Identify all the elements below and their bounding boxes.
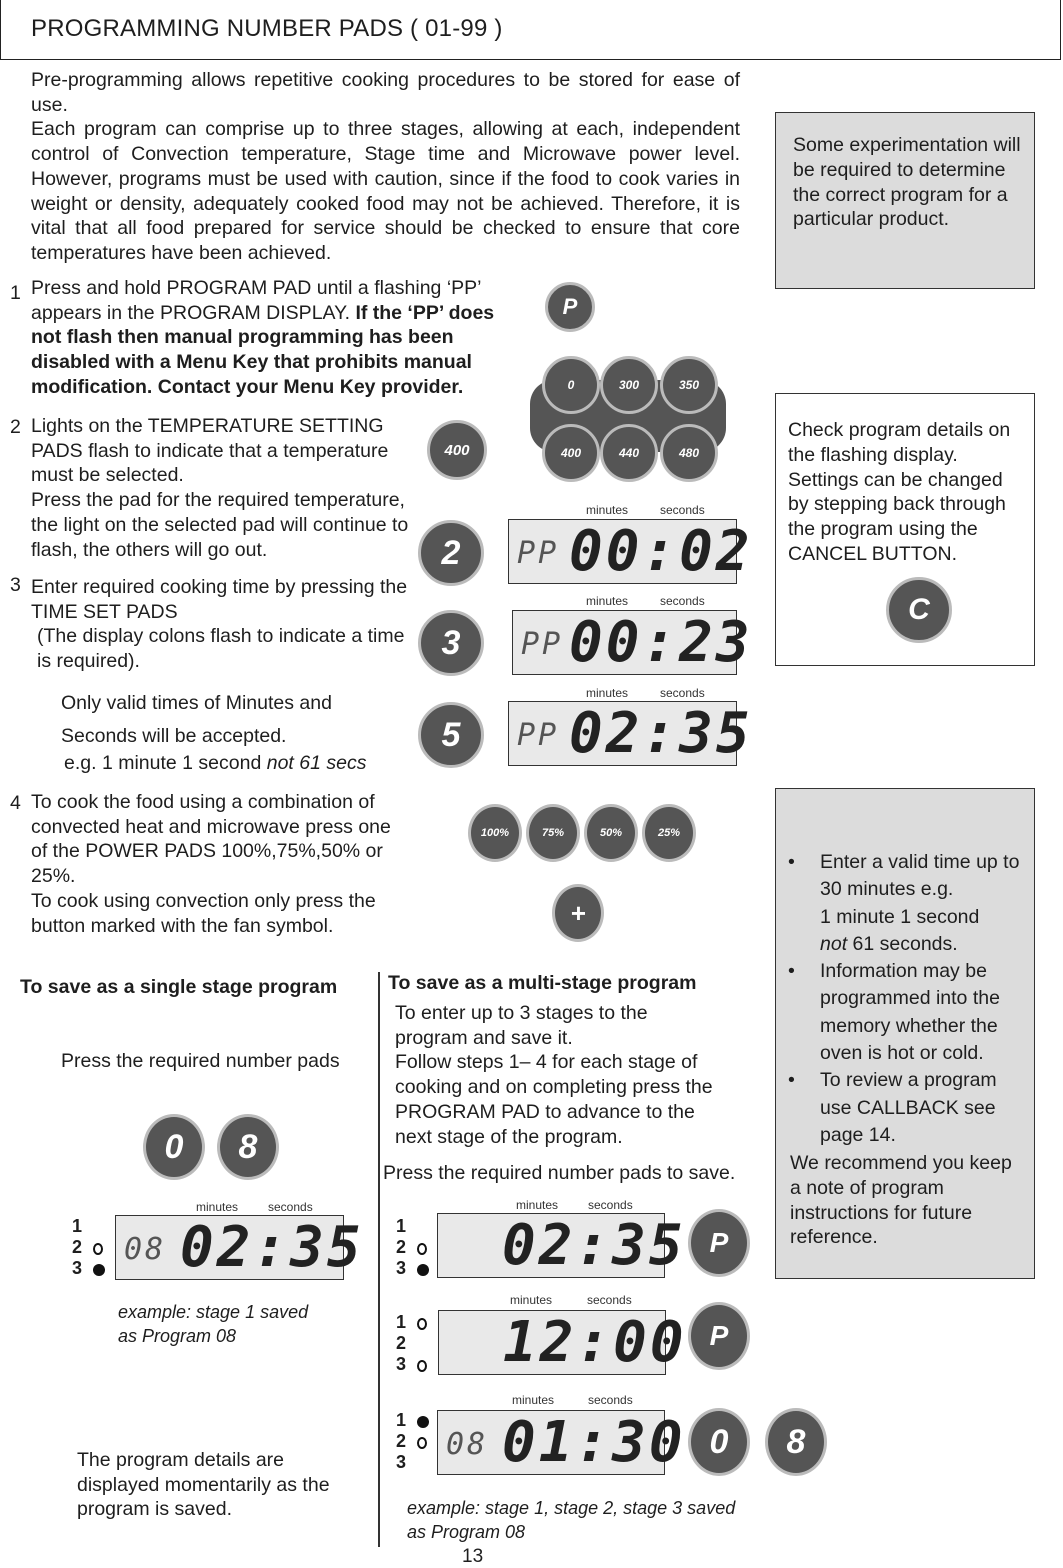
temp-pad-0[interactable] [542, 356, 600, 414]
multi-stage-text-1: To enter up to 3 stages to the program and save it. [395, 1002, 648, 1049]
multi-3-light-2 [417, 1437, 427, 1449]
temp-pad-400-selected-label: 400 [444, 441, 470, 459]
display-3-pp: PP [517, 718, 560, 753]
program-pad-stage-2[interactable] [688, 1302, 750, 1370]
display-2-time: 00:23 [569, 610, 753, 675]
tip-note-1-italic: not [820, 932, 848, 955]
temp-pad-300[interactable] [600, 356, 658, 414]
temp-pad-400-selected[interactable] [427, 420, 487, 480]
display-2-pp: PP [521, 627, 564, 662]
step-3-note-3-text: e.g. 1 minute 1 second [64, 752, 262, 774]
step-3-number: 3 [10, 574, 21, 596]
multi-3-seconds-label: seconds [588, 1393, 633, 1407]
power-pad-25-label: 25% [657, 827, 681, 839]
step-2-number: 2 [10, 416, 21, 438]
stage-light-2 [93, 1243, 103, 1255]
stage-indicator-3: 3 [72, 1258, 83, 1278]
multi-2-time: 12:00 [503, 1310, 687, 1375]
display-3-minutes-label: minutes [586, 686, 629, 700]
page-number: 13 [462, 1546, 484, 1567]
single-stage-example [118, 1300, 308, 1348]
intro-para-2: Each program can comprise up to three stages, allowing at each, independent control of Convection temperature, Stage time and Microwave power level. However, programs must be used with caution, since if the food to cook varies in weight or density, adequately cooked food may not be achieved. Therefore, it is vital that all food prepared for service should be checked to ensure that core temperatures have been achieved. [31, 118, 740, 264]
number-pad-0-label: 0 [164, 1127, 184, 1166]
intro-text [31, 68, 740, 266]
multi-3-light-1 [417, 1416, 429, 1428]
tip-box-notes-list [776, 849, 1026, 1149]
multi-stage-text [395, 1001, 725, 1149]
tip-note-3-line-2: page 14. [820, 1123, 896, 1146]
stage-indicator-2: 2 [72, 1237, 83, 1257]
single-stage-saved-text: The program details are displayed momentarily as the program is saved. [77, 1449, 330, 1521]
step-4-text [31, 790, 411, 938]
multi-2-stage-3: 3 [396, 1354, 407, 1374]
number-pad-8-label: 8 [238, 1127, 258, 1166]
temp-pad-400[interactable] [542, 424, 600, 482]
multi-3-stage-2: 2 [396, 1431, 407, 1451]
power-pad-50-label: 50% [599, 827, 623, 839]
display-3-seconds-label: seconds [660, 686, 705, 700]
power-pad-100[interactable] [468, 804, 522, 862]
power-pad-100-label: 100% [480, 827, 510, 839]
multi-1-minutes-label: minutes [516, 1198, 559, 1212]
temp-pad-350-label: 350 [678, 378, 700, 392]
number-pad-8-multi-label: 8 [786, 1422, 806, 1461]
multi-3-stage-3: 3 [396, 1452, 407, 1472]
multi-1-stage-1: 1 [396, 1216, 407, 1236]
intro-para-1: Pre-programming allows repetitive cooking procedures to be stored for ease of use. [31, 69, 740, 116]
multi-1-light-2 [417, 1243, 427, 1255]
multi-2-minutes-label: minutes [510, 1293, 553, 1307]
multi-example-line-1: example: stage 1, stage 2, stage 3 saved [407, 1498, 736, 1518]
single-stage-press: Press the required number pads [61, 1050, 340, 1072]
display-2-minutes-label: minutes [586, 594, 629, 608]
time-pad-3-label: 3 [441, 623, 461, 662]
tip-note-1-line-2: 1 minute 1 second [820, 905, 980, 928]
cancel-button[interactable] [886, 577, 952, 643]
program-pad-stage-1[interactable] [688, 1209, 750, 1277]
tip-note-3-line-1: To review a program use CALLBACK see [820, 1069, 997, 1119]
multi-1-light-3 [417, 1264, 429, 1276]
step-1-warning: If the ‘PP’ does not flash then manual programming has been disabled with a Menu Key that prohibits manual modification. Contact your Menu Key provider. [31, 301, 495, 398]
step-3-note-1: Only valid times of Minutes and [61, 692, 332, 714]
tip-note-1-line-1: Enter a valid time up to 30 minutes e.g. [820, 851, 1020, 901]
step-2-text [31, 414, 431, 562]
tip-note-3 [776, 1067, 1026, 1149]
multi-stage-press: Press the required number pads to save. [383, 1162, 736, 1184]
single-stage-indicators [72, 1216, 112, 1278]
tip-note-1-line-3: 61 seconds. [847, 932, 958, 955]
page-title: PROGRAMMING NUMBER PADS ( 01-99 ) [31, 15, 503, 42]
power-pad-50[interactable] [584, 804, 638, 862]
section-divider [378, 972, 380, 1547]
tip-note-1 [776, 849, 1026, 958]
step-2-line-1: Lights on the TEMPERATURE SETTING PADS flash to indicate that a temperature must be selected. [31, 415, 389, 487]
program-pad-stage-2-label: P [709, 1320, 729, 1351]
temp-pad-480[interactable] [660, 424, 718, 482]
program-display-3 [508, 701, 753, 766]
display-1-time: 00:02 [569, 519, 753, 584]
multi-2-light-1 [417, 1318, 427, 1330]
single-example-line-1: example: stage 1 saved [118, 1302, 309, 1322]
temp-pad-350[interactable] [660, 356, 718, 414]
cancel-button-label: C [908, 593, 930, 626]
fan-pad[interactable] [552, 884, 604, 942]
display-1-pp: PP [517, 536, 560, 571]
fan-icon: + [570, 897, 586, 928]
step-1-instruction: Press and hold PROGRAM PAD until a flashing ‘PP’ appears in the PROGRAM DISPLAY. [31, 277, 481, 324]
program-pad-stage-1-label: P [709, 1227, 729, 1258]
tip-box-check-program-text: Check program details on the flashing display. Settings can be changed by stepping back through the program using the CANCEL BUTTON. [788, 419, 1011, 565]
multi-1-stage-3: 3 [396, 1258, 407, 1278]
tip-box-check-program [775, 393, 1035, 666]
multi-3-stage-1: 1 [396, 1410, 407, 1430]
display-1-minutes-label: minutes [586, 503, 629, 517]
step-3-text [31, 575, 411, 674]
multi-1-indicators [396, 1216, 436, 1278]
step-4-line-1: To cook the food using a combination of convected heat and microwave press one of the POWER PADS 100%,75%,50% or 25%. [31, 791, 391, 888]
power-pad-25[interactable] [642, 804, 696, 862]
temp-pad-0-label: 0 [567, 378, 575, 392]
step-4-number: 4 [10, 792, 21, 814]
program-display-2 [512, 610, 753, 675]
step-3-line-2: (The display colons flash to indicate a time is required). [37, 625, 405, 673]
step-1-text [31, 276, 523, 400]
number-pad-8[interactable] [217, 1114, 279, 1180]
multi-3-time: 01:30 [502, 1410, 686, 1475]
multi-stage-heading: To save as a multi-stage program [388, 972, 697, 994]
step-3-note-3 [64, 751, 366, 776]
program-pad[interactable] [545, 282, 595, 332]
display-1-seconds-label: seconds [660, 503, 705, 517]
number-pad-0-multi-label: 0 [709, 1422, 729, 1461]
temp-pad-440-label: 440 [618, 446, 640, 460]
multi-stage-display-2 [438, 1310, 687, 1375]
multi-2-indicators [396, 1312, 436, 1374]
time-pad-2[interactable] [418, 520, 484, 586]
single-stage-heading: To save as a single stage program [20, 976, 338, 998]
number-pad-0-multi[interactable] [688, 1408, 750, 1476]
single-display-seconds-label: seconds [268, 1200, 313, 1214]
temp-pad-480-label: 480 [678, 446, 700, 460]
time-pad-3[interactable] [418, 610, 484, 676]
multi-3-program: 08 [446, 1427, 489, 1462]
display-2-seconds-label: seconds [660, 594, 705, 608]
number-pad-0[interactable] [143, 1114, 205, 1180]
program-display-1 [508, 519, 753, 584]
step-1-number: 1 [10, 282, 21, 304]
tip-box-experimentation-text: Some experimentation will be required to determine the correct program for a particular product. [793, 134, 1021, 231]
single-display-minutes-label: minutes [196, 1200, 239, 1214]
temp-pad-440[interactable] [600, 424, 658, 482]
power-pad-75-label: 75% [541, 827, 565, 839]
step-3-note-3-italic: not 61 secs [266, 752, 367, 774]
time-pad-2-label: 2 [441, 533, 461, 572]
single-display-time: 02:35 [180, 1215, 364, 1280]
multi-2-seconds-label: seconds [587, 1293, 632, 1307]
tip-note-2: • Information may be programmed into the memory whether the oven is hot or cold. [776, 958, 1026, 1067]
multi-example-line-2: as Program 08 [407, 1522, 526, 1542]
multi-stage-example [407, 1496, 735, 1544]
stage-light-3 [93, 1264, 105, 1276]
multi-3-indicators [396, 1410, 436, 1472]
multi-1-seconds-label: seconds [588, 1198, 633, 1212]
time-pad-5[interactable] [418, 702, 484, 768]
multi-2-light-3 [417, 1360, 427, 1372]
multi-1-time: 02:35 [502, 1213, 686, 1278]
stage-indicator-1: 1 [72, 1216, 83, 1236]
time-pad-5-label: 5 [441, 715, 461, 754]
number-pad-8-multi[interactable] [765, 1408, 827, 1476]
temp-pad-400-label: 400 [560, 446, 582, 460]
single-stage-display [115, 1215, 364, 1280]
step-4-line-2: To cook using convection only press the button marked with the fan symbol. [31, 889, 376, 937]
step-2-line-2: Press the pad for the required temperature, the light on the selected pad will continue to flash, the others will go out. [31, 489, 409, 561]
program-pad-label: P [562, 294, 578, 319]
display-3-time: 02:35 [569, 701, 753, 766]
tip-box-notes [775, 788, 1035, 1279]
multi-stage-text-2: Follow steps 1– 4 for each stage of cooking and on completing press the PROGRAM PAD to advance to the next stage of the program. [395, 1051, 713, 1148]
multi-2-stage-2: 2 [396, 1333, 407, 1353]
multi-stage-display-1 [437, 1213, 686, 1278]
step-3-note-2: Seconds will be accepted. [61, 725, 287, 747]
multi-1-stage-2: 2 [396, 1237, 407, 1257]
multi-3-minutes-label: minutes [512, 1393, 555, 1407]
single-display-program: 08 [124, 1232, 167, 1267]
single-example-line-2: as Program 08 [118, 1326, 237, 1346]
tip-box-notes-recommendation: We recommend you keep a note of program instructions for future reference. [790, 1152, 1012, 1249]
power-pad-75[interactable] [526, 804, 580, 862]
step-3-line-1: Enter required cooking time by pressing the TIME SET PADS [31, 576, 408, 623]
temp-pad-300-label: 300 [618, 378, 640, 392]
tip-box-experimentation [775, 112, 1035, 289]
multi-2-stage-1: 1 [396, 1312, 407, 1332]
multi-stage-display-3 [437, 1410, 686, 1475]
